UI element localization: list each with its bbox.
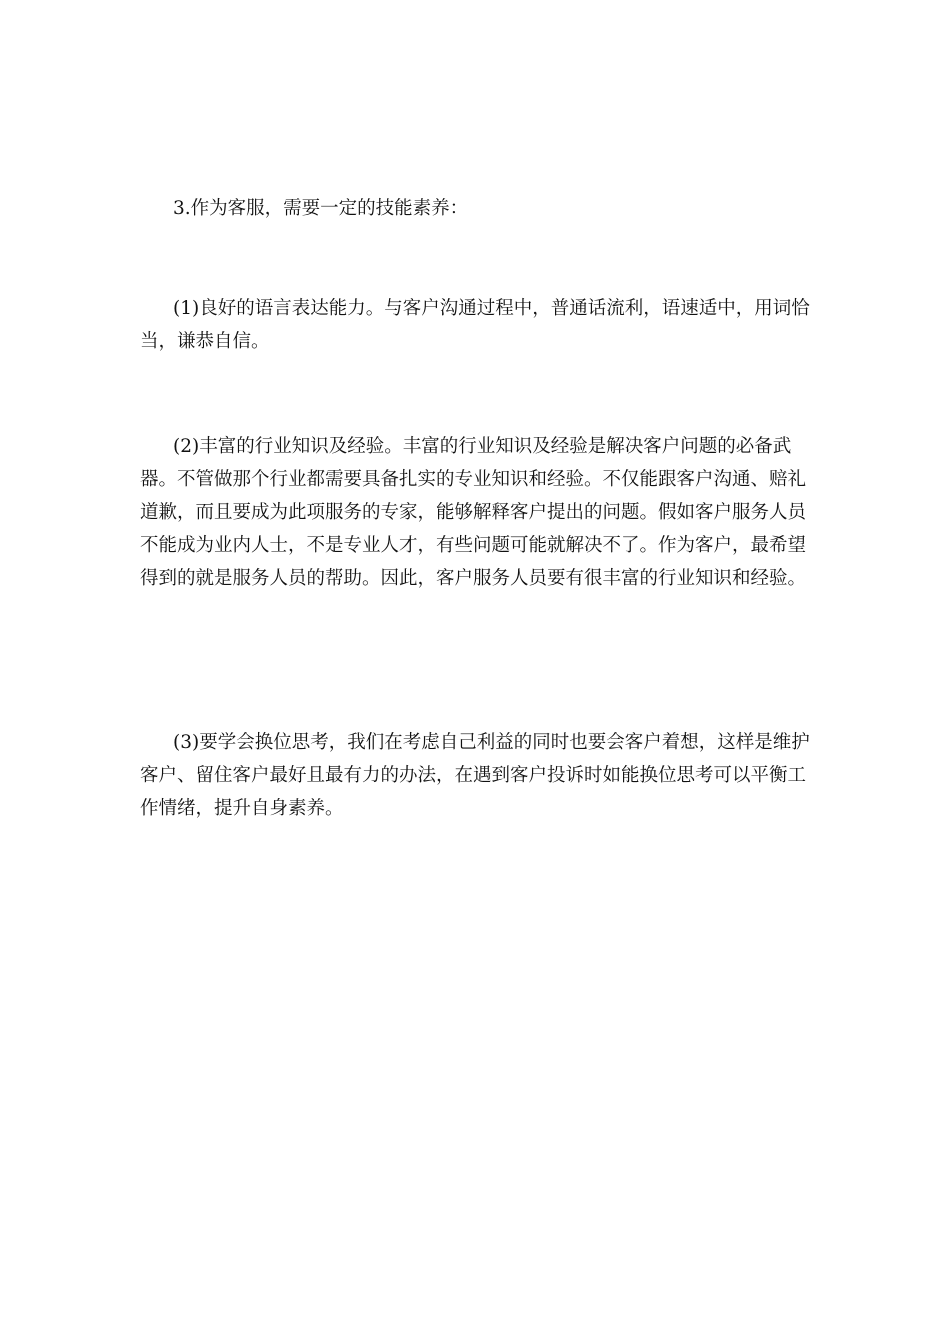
paragraph-industry-knowledge: (2)丰富的行业知识及经验。丰富的行业知识及经验是解决客户问题的必备武器。不管做那个行业都需要具备扎实的专业知识和经验。不仅能跟客户沟通、赔礼道歉，而且要成为此项服务的专家，能够解释客户提出的问题。假如客户服务人员不能成为业内人士，不是专业人才，有些问题可能就解决不了。作为客户，最希望得到的就是服务人员的帮助。因此，客户服务人员要有很丰富的行业知识和经验。 [140,436,807,589]
paragraph-empathy: (3)要学会换位思考，我们在考虑自己利益的同时也要会客户着想，这样是维护客户、留住客户最好且最有力的办法，在遇到客户投诉时如能换位思考可以平衡工作情绪，提升自身素养。 [140,732,810,819]
section-heading: 3.作为客服，需要一定的技能素养： [173,198,469,219]
paragraph-language-skills: (1)良好的语言表达能力。与客户沟通过程中，普通话流利，语速适中，用词恰当，谦恭自信。 [140,298,810,352]
